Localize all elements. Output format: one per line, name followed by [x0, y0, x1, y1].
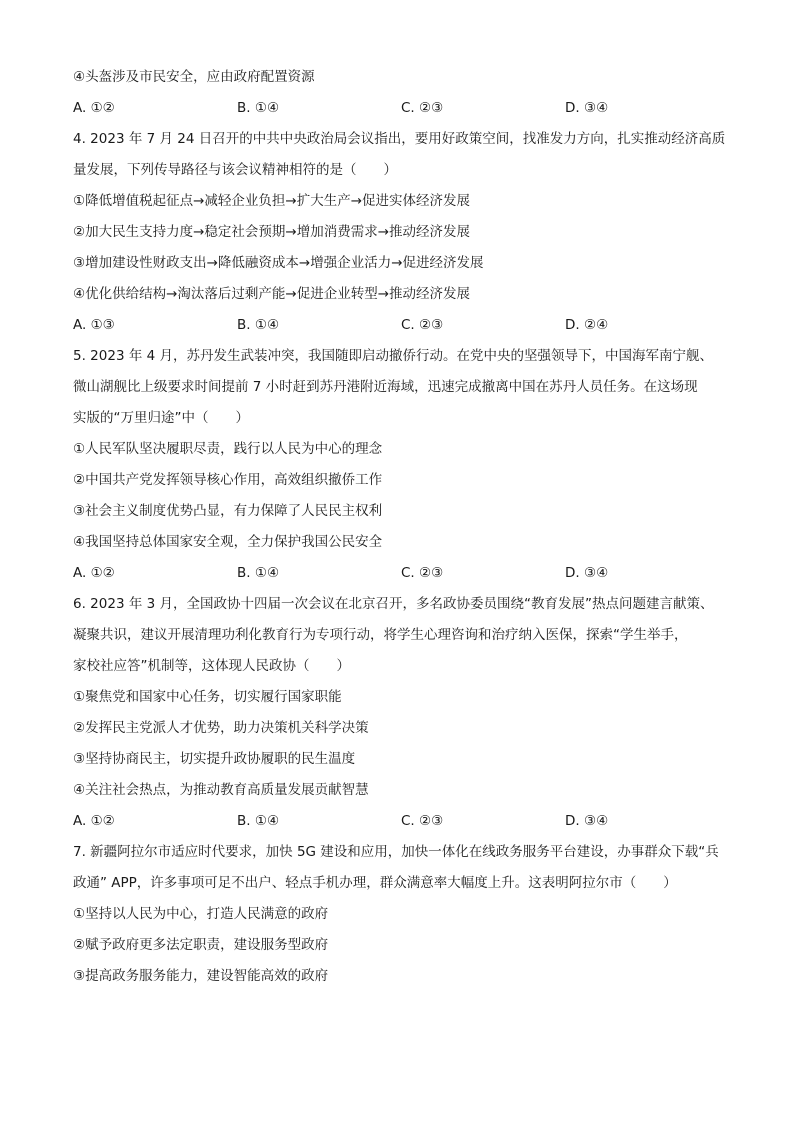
q7-item-2: ②赋予政府更多法定职责，建设服务型政府 — [73, 937, 329, 953]
q3-answer-choices — [73, 93, 733, 124]
q7-stem-line-2: 政通” APP，许多事项可足不出户、轻点手机办理，群众满意率大幅度上升。这表明阿拉尔市（ ） — [73, 875, 677, 891]
q4-choice-d: D. ②④ — [565, 317, 609, 333]
q6-choice-b: B. ①④ — [237, 813, 280, 829]
q6-answer-choices — [73, 806, 733, 837]
q6-stem-line-2: 凝聚共识，建议开展清理功利化教育行为专项行动，将学生心理咨询和治疗纳入医保，探索“学生举手， — [73, 627, 688, 643]
q3-choice-a: A. ①② — [73, 100, 115, 116]
q3-choice-d: D. ③④ — [565, 100, 609, 116]
q4-item-3: ③增加建设性财政支出→降低融资成本→增强企业活力→促进经济发展 — [73, 255, 484, 271]
q4-item-2: ②加大民生支持力度→稳定社会预期→增加消费需求→推动经济发展 — [73, 224, 471, 240]
question-4 — [73, 124, 733, 341]
q6-choice-a: A. ①② — [73, 813, 115, 829]
q5-choice-d: D. ③④ — [565, 565, 609, 581]
q4-choice-c: C. ②③ — [401, 317, 444, 333]
q6-item-4: ④关注社会热点，为推动教育高质量发展贡献智慧 — [73, 782, 369, 798]
q5-item-4: ④我国坚持总体国家安全观，全力保护我国公民安全 — [73, 534, 383, 550]
q3-choice-b: B. ①④ — [237, 100, 280, 116]
q6-choice-c: C. ②③ — [401, 813, 444, 829]
q5-choice-a: A. ①② — [73, 565, 115, 581]
exam-page — [73, 62, 733, 992]
q5-stem-line-1: 5. 2023 年 4 月，苏丹发生武装冲突，我国随即启动撤侨行动。在党中央的坚强领导下，中国海军南宁舰、 — [73, 348, 713, 364]
q5-item-3: ③社会主义制度优势凸显，有力保障了人民民主权利 — [73, 503, 383, 519]
q4-choice-b: B. ①④ — [237, 317, 280, 333]
q4-item-4: ④优化供给结构→淘汰落后过剩产能→促进企业转型→推动经济发展 — [73, 286, 471, 302]
q5-choice-c: C. ②③ — [401, 565, 444, 581]
q6-choice-d: D. ③④ — [565, 813, 609, 829]
question-5 — [73, 341, 733, 589]
q6-stem-line-1: 6. 2023 年 3 月，全国政协十四届一次会议在北京召开，多名政协委员围绕“教育发展”热点问题建言献策、 — [73, 596, 714, 612]
q5-stem-line-3: 实版的“万里归途”中（ ） — [73, 410, 249, 426]
q4-choice-a: A. ①③ — [73, 317, 115, 333]
q4-item-1: ①降低增值税起征点→减轻企业负担→扩大生产→促进实体经济发展 — [73, 193, 471, 209]
q4-answer-choices — [73, 310, 733, 341]
q5-item-2: ②中国共产党发挥领导核心作用，高效组织撤侨工作 — [73, 472, 383, 488]
q7-stem-line-1: 7. 新疆阿拉尔市适应时代要求，加快 5G 建设和应用，加快一体化在线政务服务平台建设，办事群众下载“兵 — [73, 844, 719, 860]
q3-option-item-4: ④头盔涉及市民安全，应由政府配置资源 — [73, 69, 315, 85]
q7-item-1: ①坚持以人民为中心，打造人民满意的政府 — [73, 906, 329, 922]
q5-answer-choices — [73, 558, 733, 589]
q5-item-1: ①人民军队坚决履职尽责，践行以人民为中心的理念 — [73, 441, 383, 457]
q3-choice-c: C. ②③ — [401, 100, 444, 116]
q5-choice-b: B. ①④ — [237, 565, 280, 581]
question-6 — [73, 589, 733, 837]
q6-item-3: ③坚持协商民主，切实提升政协履职的民生温度 — [73, 751, 356, 767]
q6-item-2: ②发挥民主党派人才优势，助力决策机关科学决策 — [73, 720, 369, 736]
question-7 — [73, 837, 733, 992]
q6-item-1: ①聚焦党和国家中心任务，切实履行国家职能 — [73, 689, 342, 705]
q4-stem-line-1: 4. 2023 年 7 月 24 日召开的中共中央政治局会议指出，要用好政策空间，找准发力方向，扎实推动经济高质 — [73, 131, 726, 147]
q7-item-3: ③提高政务服务能力，建设智能高效的政府 — [73, 968, 329, 984]
question-3 — [73, 62, 733, 124]
q5-stem-line-2: 微山湖舰比上级要求时间提前 7 小时赶到苏丹港附近海域，迅速完成撤离中国在苏丹人员任务。在这场现 — [73, 379, 698, 395]
q4-stem-line-2: 量发展，下列传导路径与该会议精神相符的是（ ） — [73, 162, 397, 178]
q6-stem-line-3: 家校社应答”机制等，这体现人民政协（ ） — [73, 658, 350, 674]
